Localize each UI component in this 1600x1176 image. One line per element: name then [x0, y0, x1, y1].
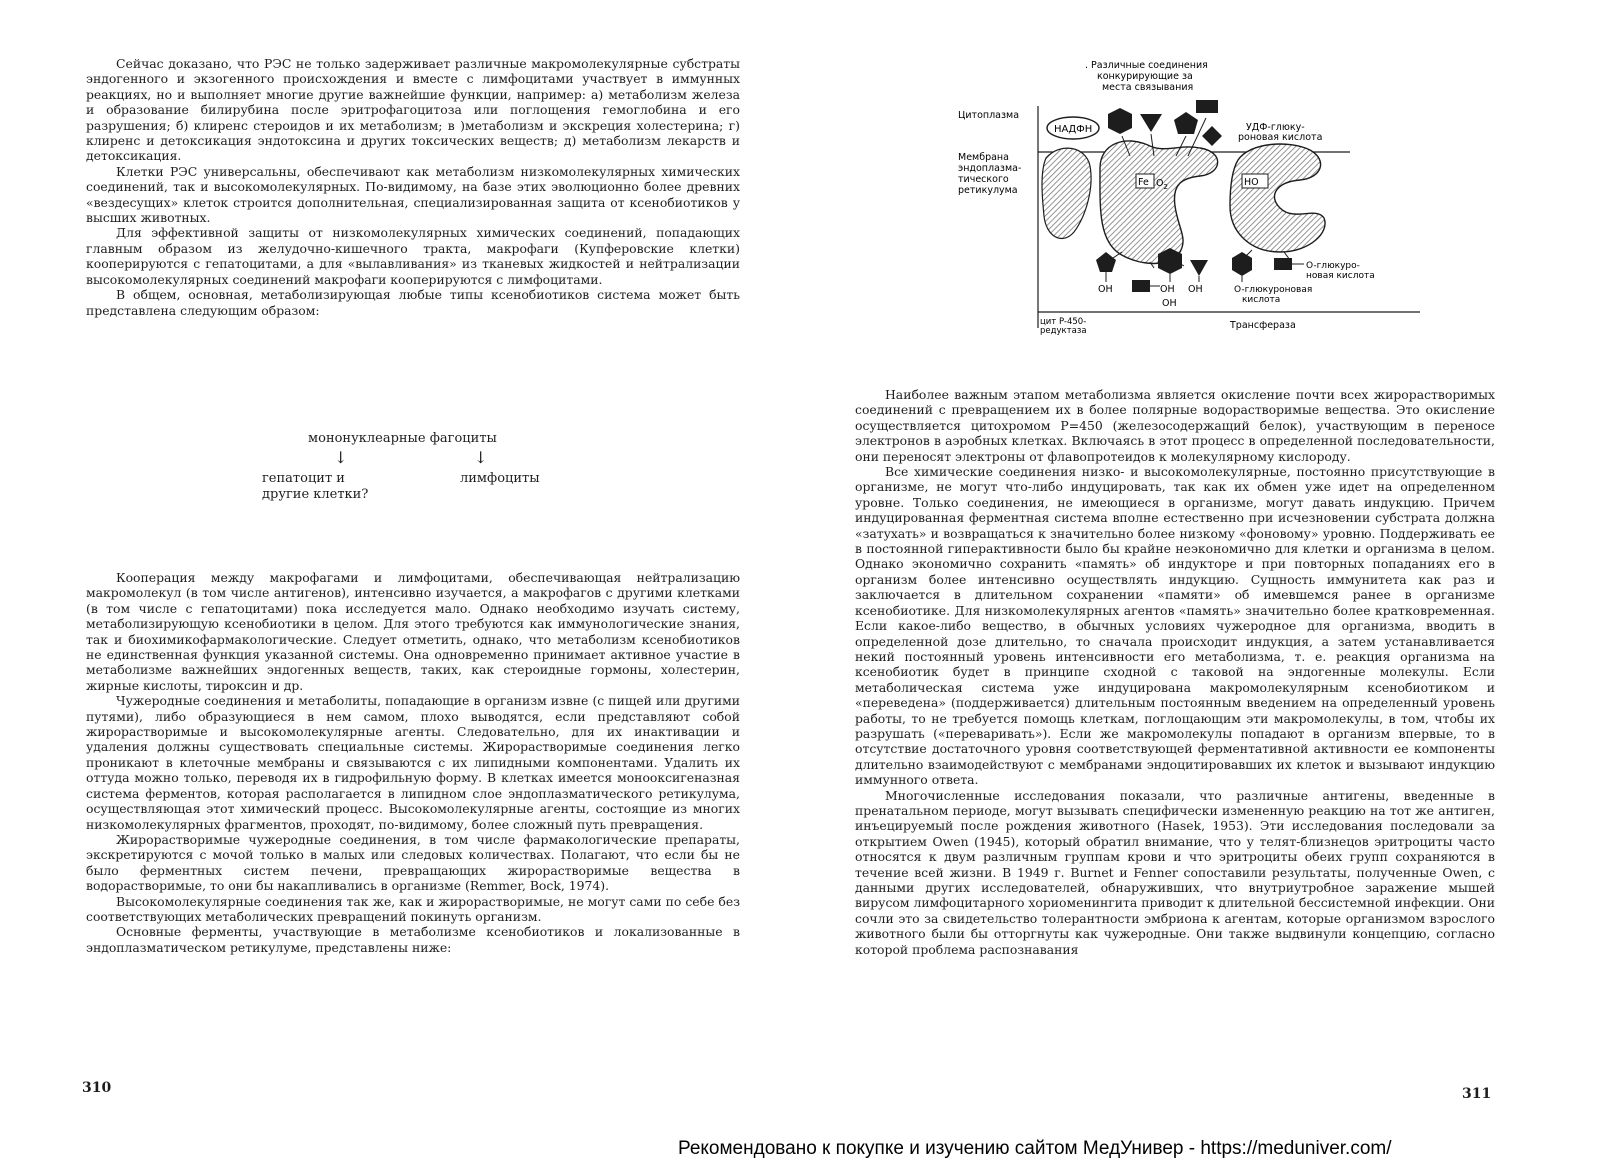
o2-label: $O_2$ [1156, 178, 1168, 191]
page-number-right: 311 [1462, 1086, 1492, 1102]
cyt-p450-label: цит P-450-редуктаза [1040, 317, 1087, 336]
left-page-text [86, 56, 740, 318]
cytochrome-enzyme-shape [1100, 141, 1218, 264]
compound-diamond-icon [1202, 126, 1222, 146]
scheme-top-label: мононуклеарные фагоциты [308, 431, 497, 446]
o-glucuronic-label: O-глюкуроновая кислота [1234, 285, 1313, 305]
transferase-enzyme-shape [1230, 144, 1325, 252]
product-square-icon [1274, 258, 1292, 270]
paragraph: Чужеродные соединения и метаболиты, попадающие в организм извне (с пищей или другими путями), либо образующиеся в нем самом, плохо выводятся, если представляют собой жирорастворимые и высокомолекулярные агенты. Следовательно, для их инактивации и удаления должны существовать специальные системы. Жирорастворимые соединения легко проникают в клеточные мембраны и связываются с их липидными компонентами. Удалить их оттуда можно только, переводя их в гидрофильную форму. В клетках имеется монооксигеназная система ферментов, которая располагается в липидном слое эндоплазматического ретикулума, осуществляющая этот химический процесс. Высокомолекулярные агенты, состоящие из многих низкомолекулярных фрагментов, проходят, по-видимому, более сложный путь превращения. [86, 693, 740, 832]
ho-label: HO [1244, 177, 1259, 188]
paragraph: В общем, основная, метаболизирующая любые типы ксенобиотиков система может быть представлена следующим образом: [86, 287, 740, 318]
udp-label: УДФ-глюку-роновая кислота [1238, 122, 1323, 143]
paragraph: Основные ферменты, участвующие в метаболизме ксенобиотиков и локализованные в эндоплазматическом ретикулуме, представлены ниже: [86, 924, 740, 955]
figure-top-label: . Различные соединения конкурирующие за места связывания [1085, 60, 1208, 93]
o-glucuronic-label: O-глюкуро-новая кислота [1306, 261, 1375, 281]
compound-hexagon-icon [1108, 108, 1132, 134]
membrane-label: Мембрана эндоплазма-тического ретикулума [958, 152, 1022, 196]
paragraph: Многочисленные исследования показали, что различные антигены, введенные в пренатальном периоде, могут вызывать специфически измененную реакцию на тот же антиген, инъецируемый после рождения животного (Hasek, 1953). Эти исследования последовали за открытием Owen (1945), который обратил внимание, что у телят-близнецов эритроциты часто относятся к двум различным группам крови и что эритроциты обеих групп сохраняются в течение всей жизни. В 1949 г. Burnet и Fenner сопоставили результаты, полученные Owen, с данными других исследователей, обнаруживших, что внутриутробное заражение мышей вирусом лимфоцитарного хориоменингита приводит к длительной бессистемной инфекции. Они сочли это за свидетельство толерантности эмбриона к агентам, которые организмом взрослого животного были бы отторгнуты как чужеродные. Они также выдвинули концепцию, согласно которой проблема распознавания [855, 787, 1495, 957]
paragraph: Клетки РЭС универсальны, обеспечивают как метаболизм низкомолекулярных химических соединений, так и высокомолекулярных. По-видимому, на базе этих эволюционно более древних «вездесущих» клеток строится дополнительная, специализированная защита от ксенобиотиков у высших животных. [86, 163, 740, 226]
nadph-label: НАДФН [1054, 124, 1093, 135]
cytoplasm-label: Цитоплазма [958, 110, 1020, 121]
product-triangle-icon [1190, 260, 1208, 276]
arrow-down-icon: ↓ [474, 448, 488, 467]
footer-recommendation: Рекомендовано к покупке и изучению сайтом МедУнивер - https://meduniver.com/ [678, 1138, 1392, 1159]
product-hexagon-icon [1232, 252, 1252, 276]
metabolism-figure [950, 56, 1430, 346]
compound-pentagon-icon [1174, 112, 1198, 134]
product-pentagon-icon [1096, 252, 1116, 272]
compound-triangle-icon [1140, 114, 1162, 132]
paragraph: Высокомолекулярные соединения так же, как и жирорастворимые, не могут сами по себе без соответствующих метаболических превращений покинуть организм. [86, 893, 740, 924]
oh-label: OH [1160, 284, 1175, 295]
page-number-left: 310 [82, 1080, 112, 1096]
oh-label: OH [1188, 284, 1203, 295]
scheme-left-label: гепатоцит и другие клетки? [262, 471, 369, 502]
oh-label: OH [1162, 298, 1177, 309]
left-page-text-bottom [86, 570, 740, 955]
right-page-text [855, 387, 1495, 957]
paragraph: Все химические соединения низко- и высокомолекулярные, постоянно присутствующие в организме, не могут что-либо индуцировать, так как их обмен уже идет на определенном уровне. Только соединения, не имеющиеся в организме, могут давать индукцию. Причем индуцированная ферментная система вполне естественно при исчезновении субстрата должна «затухать» и возвращаться к значительно более низкому «фоновому» уровню. Поддерживать ее в постоянной гиперактивности было бы крайне неэкономично для клетки и организма в целом. Однако экономично сохранить «память» об индукторе и при повторных попаданиях его в организм более интенсивно осуществлять индукцию. Сущность иммунитета как раз и заключается в длительном сохранении «памяти» об имевшемся ранее в организме ксенобиотике. Для низкомолекулярных агентов «память» значительно более кратковременная. Если какое-либо вещество, в обычных условиях чужеродное для организма, вводить в определенной дозе длительно, то сначала происходит индукция, а затем устанавливается некий постоянный уровень интенсивности его метаболизма, т. е. реакция организма на ксенобиотик будет в принципе сходной с таковой на эндогенные молекулы. Если метаболическая система уже индуцирована макромолекулярным ксенобиотиком и «переведена» (поддерживается) длительным постоянным введением на определенный уровень работы, то не требуется помощь клеткам, поглощающим эти макромолекулы, в том, чтобы их разрушать («переваривать»). Если же макромолекулы попадают в организм впервые, то в отсутствие достаточного уровня соответствующей ферментативной активности ее компоненты длительно взаимодействуют с мембранами эндоцитировавших их клеток и вызывают индукцию иммунного ответа. [855, 464, 1495, 788]
paragraph: Сейчас доказано, что РЭС не только задерживает различные макромолекулярные субстраты эндогенного и экзогенного происхождения и вместе с лимфоцитами участвует в иммунных реакциях, но и выполняет многие другие важнейшие функции, например: а) метаболизм железа и образование билирубина после эритрофагоцитоза или поглощения гемоглобина и его разрушения; б) клиренс стероидов и их метаболизм; в )метаболизм и экскреция холестерина; г) клиренс и детоксикация эндотоксина и других токсических веществ; д) метаболизм лекарств и детоксикация. [86, 56, 740, 164]
paragraph: Наиболее важным этапом метаболизма является окисление почти всех жирорастворимых соединений с превращением их в более полярные водорастворимые вещества. Это окисление осуществляется цитохромом P=450 (железосодержащий белок), участвующим в переносе электронов в аэробных клетках. Включаясь в этот процесс в определенной последовательности, они переносят электроны от флавопротеидов к молекулярному кислороду. [855, 387, 1495, 464]
paragraph: Жирорастворимые чужеродные соединения, в том числе фармакологические препараты, экскретируются с мочой только в малых или следовых количествах. Полагают, что если бы не было ферментных систем печени, превращающих жирорастворимые вещества в водорастворимые, то они бы накапливались в организме (Remmer, Bock, 1974). [86, 831, 740, 894]
cell-cooperation-scheme [240, 431, 600, 511]
paragraph: Для эффективной защиты от низкомолекулярных химических соединений, попадающих главным образом из желудочно-кишечного тракта, макрофаги (Купферовские клетки) кооперируются с гепатоцитами, а для «вылавливания» из тканевых жидкостей и нейтрализации высокомолекулярных соединений макрофаги кооперируются с лимфоцитами. [86, 225, 740, 287]
fe-label: Fe [1138, 177, 1149, 188]
transferase-label: Трансфераза [1230, 320, 1296, 331]
compound-square-icon [1196, 100, 1218, 113]
oh-label: OH [1098, 284, 1113, 295]
paragraph: Кооперация между макрофагами и лимфоцитами, обеспечивающая нейтрализацию макромолекул (в том числе антигенов), интенсивно изучается, а макрофагов с другими клетками (в том числе с гепатоцитами) пока исследуется мало. Однако необходимо изучать систему, метаболизирующую ксенобиотики в целом. Для этого требуются как иммунологические знания, так и биохимикофармакологические. Следует отметить, однако, что метаболизм ксенобиотиков не единственная функция указанной системы. Она одновременно принимает активное участие в метаболизме важнейших эндогенных веществ, таких, как стероидные гормоны, холестерин, жирные кислоты, тироксин и др. [86, 570, 740, 693]
membrane-lipid-shape [1042, 148, 1091, 238]
scheme-right-label: лимфоциты [460, 471, 540, 486]
product-square-icon [1132, 280, 1150, 292]
arrow-down-icon: ↓ [334, 448, 348, 467]
